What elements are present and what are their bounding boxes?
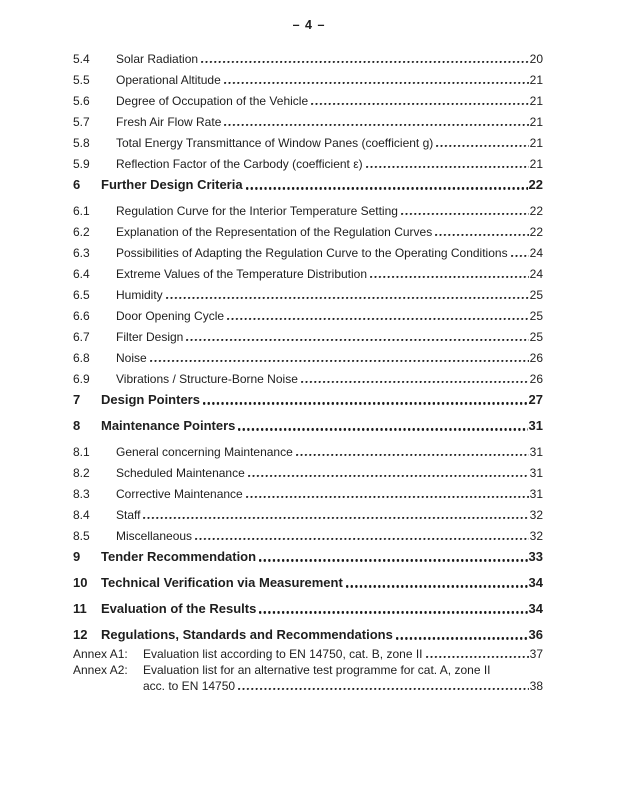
toc-entry-body xyxy=(116,371,543,387)
dot-leader xyxy=(436,135,528,151)
toc-entry-title: Total Energy Transmittance of Window Panes (coefficient g) xyxy=(116,136,434,150)
toc-entry-page: 31 xyxy=(529,466,543,480)
toc-entry-number: 7 xyxy=(73,392,81,407)
toc-entry-body xyxy=(101,418,543,434)
toc-entry xyxy=(73,549,543,565)
toc-entry-number: 6.8 xyxy=(73,351,90,365)
toc-entry-title: Regulations, Standards and Recommendations xyxy=(101,627,393,642)
toc-entry-body xyxy=(116,465,543,481)
toc-entry-page: 24 xyxy=(529,267,543,281)
dot-leader xyxy=(426,646,529,662)
toc-entry-title: Degree of Occupation of the Vehicle xyxy=(116,94,309,108)
toc-entry-line xyxy=(116,528,543,544)
toc-entry-page: 31 xyxy=(528,418,543,433)
toc-entry-number: 12 xyxy=(73,627,88,642)
toc-entry-title: Design Pointers xyxy=(101,392,200,407)
toc-entry-page: 21 xyxy=(529,73,543,87)
toc-entry-line xyxy=(116,350,543,366)
dot-leader xyxy=(150,350,529,366)
toc-entry-page: 20 xyxy=(529,52,543,66)
toc-entry-line xyxy=(116,486,543,502)
toc-entry-line xyxy=(116,465,543,481)
toc-entry-body xyxy=(116,350,543,366)
toc-entry-page: 26 xyxy=(529,372,543,386)
toc-entry-title: Fresh Air Flow Rate xyxy=(116,115,222,129)
toc-entry-number: 6.4 xyxy=(73,267,90,281)
toc-entry xyxy=(73,465,543,481)
toc-entry-title: Evaluation list for an alternative test programme for cat. A, zone II xyxy=(143,663,491,677)
toc-entry-body xyxy=(116,224,543,240)
toc-entry-title: Noise xyxy=(116,351,147,365)
toc-entry xyxy=(73,329,543,345)
toc-entry-number: 8.1 xyxy=(73,445,90,459)
toc-entry-line xyxy=(101,418,543,434)
toc-entry xyxy=(73,114,543,130)
dot-leader xyxy=(238,678,529,694)
toc-entry-title: Operational Altitude xyxy=(116,73,221,87)
toc-entry xyxy=(73,224,543,240)
toc-entry-number: 5.6 xyxy=(73,94,90,108)
toc-entry-line xyxy=(116,308,543,324)
toc-entry xyxy=(73,601,543,617)
dot-leader xyxy=(186,329,528,345)
toc-entry-page: 25 xyxy=(529,330,543,344)
toc-entry xyxy=(73,93,543,109)
toc-entry-page: 21 xyxy=(529,94,543,108)
toc-entry-title: Regulation Curve for the Interior Temperature Setting xyxy=(116,204,398,218)
toc-entry-title: Extreme Values of the Temperature Distribution xyxy=(116,267,368,281)
toc-entry-line xyxy=(116,245,543,261)
toc-entry-page: 22 xyxy=(528,177,543,192)
toc-entry-line xyxy=(116,266,543,282)
toc-entry xyxy=(73,203,543,219)
dot-leader xyxy=(143,507,528,523)
toc-entry xyxy=(73,575,543,591)
toc-entry xyxy=(73,444,543,460)
toc-entry-title: Reflection Factor of the Carbody (coefficient ε) xyxy=(116,157,363,171)
toc-entry-title: Staff xyxy=(116,508,141,522)
toc-entry-line xyxy=(116,444,543,460)
toc-entry xyxy=(73,486,543,502)
toc-entry-number: 6.7 xyxy=(73,330,90,344)
toc-entry-page: 25 xyxy=(529,288,543,302)
dot-leader xyxy=(259,601,527,617)
toc-entry-body xyxy=(116,135,543,151)
toc-entry-body xyxy=(116,266,543,282)
toc-entry-body xyxy=(143,646,543,662)
toc-entry xyxy=(73,177,543,193)
toc-entry-line xyxy=(101,627,543,643)
toc-entry-body xyxy=(143,662,543,694)
toc-entry-body xyxy=(116,114,543,130)
dot-leader xyxy=(195,528,529,544)
toc-entry-body xyxy=(116,486,543,502)
toc-entry-page: 38 xyxy=(529,679,543,693)
toc-entry-body xyxy=(116,93,543,109)
toc-entry-page: 31 xyxy=(529,487,543,501)
toc-entry-page: 22 xyxy=(529,225,543,239)
toc-entry-title: Further Design Criteria xyxy=(101,177,243,192)
toc-entry-title: Technical Verification via Measurement xyxy=(101,575,343,590)
toc-entry xyxy=(73,308,543,324)
dot-leader xyxy=(259,549,527,565)
toc-entry-number: 6.2 xyxy=(73,225,90,239)
toc-entry-page: 27 xyxy=(528,392,543,407)
toc-entry xyxy=(73,662,543,694)
toc-entry-line xyxy=(101,601,543,617)
toc-entry-body xyxy=(116,72,543,88)
toc-entry-body xyxy=(101,575,543,591)
toc-entry-number: 6.3 xyxy=(73,246,90,260)
toc-entry-body xyxy=(116,51,543,67)
toc-entry-body xyxy=(116,245,543,261)
dot-leader xyxy=(301,371,529,387)
toc-entry-page: 32 xyxy=(529,529,543,543)
toc-entry xyxy=(73,371,543,387)
toc-entry-line xyxy=(116,51,543,67)
dot-leader xyxy=(401,203,529,219)
toc-entry-number: Annex A1: xyxy=(73,647,128,661)
table-of-contents xyxy=(73,33,543,694)
toc-entry-number: 5.7 xyxy=(73,115,90,129)
dot-leader xyxy=(311,93,529,109)
toc-entry xyxy=(73,507,543,523)
toc-entry-page: 36 xyxy=(528,627,543,642)
toc-entry-title: Humidity xyxy=(116,288,163,302)
toc-entry-line xyxy=(101,549,543,565)
dot-leader xyxy=(366,156,529,172)
toc-entry-title: Solar Radiation xyxy=(116,52,199,66)
toc-entry-body xyxy=(116,203,543,219)
toc-entry-number: 11 xyxy=(73,601,87,616)
toc-entry xyxy=(73,287,543,303)
toc-entry-title: Door Opening Cycle xyxy=(116,309,225,323)
toc-entry xyxy=(73,266,543,282)
toc-entry-title: Evaluation of the Results xyxy=(101,601,257,616)
toc-entry-body xyxy=(101,177,543,193)
toc-entry-page: 37 xyxy=(529,647,543,661)
toc-entry-number: 5.8 xyxy=(73,136,90,150)
toc-entry-line xyxy=(143,662,543,678)
dot-leader xyxy=(201,51,529,67)
dot-leader xyxy=(166,287,529,303)
toc-entry-number: 8.5 xyxy=(73,529,90,543)
toc-entry-number: 6.6 xyxy=(73,309,90,323)
toc-entry-title: General concerning Maintenance xyxy=(116,445,293,459)
toc-entry-title-continued: acc. to EN 14750 xyxy=(143,679,236,693)
toc-entry-page: 25 xyxy=(529,309,543,323)
toc-entry-title: Maintenance Pointers xyxy=(101,418,236,433)
toc-entry-body xyxy=(101,392,543,408)
toc-entry-body xyxy=(101,601,543,617)
dot-leader xyxy=(227,308,529,324)
dot-leader xyxy=(511,245,529,261)
toc-entry-title: Filter Design xyxy=(116,330,184,344)
toc-entry-page: 24 xyxy=(529,246,543,260)
toc-entry-number: 8.2 xyxy=(73,466,90,480)
dot-leader xyxy=(238,418,527,434)
dot-leader xyxy=(224,72,529,88)
toc-entry-line xyxy=(116,156,543,172)
toc-entry-page: 22 xyxy=(529,204,543,218)
toc-entry-line xyxy=(116,72,543,88)
toc-entry-number: 5.5 xyxy=(73,73,90,87)
toc-entry-title: Vibrations / Structure-Borne Noise xyxy=(116,372,298,386)
toc-entry-number: 5.9 xyxy=(73,157,90,171)
toc-entry-line xyxy=(116,507,543,523)
toc-entry-page: 21 xyxy=(529,115,543,129)
toc-entry xyxy=(73,418,543,434)
toc-entry xyxy=(73,51,543,67)
page-number-header: – 4 – xyxy=(292,18,326,32)
toc-entry-page: 34 xyxy=(528,575,543,590)
toc-entry-line xyxy=(101,575,543,591)
toc-entry-number: 5.4 xyxy=(73,52,90,66)
toc-entry-line xyxy=(116,287,543,303)
toc-entry-number: 6 xyxy=(73,177,81,192)
toc-entry-line xyxy=(116,203,543,219)
toc-entry xyxy=(73,350,543,366)
toc-entry-line xyxy=(143,678,543,694)
toc-entry-number: 6.5 xyxy=(73,288,90,302)
dot-leader xyxy=(296,444,529,460)
toc-entry-line xyxy=(101,177,543,193)
dot-leader xyxy=(224,114,528,130)
dot-leader xyxy=(396,627,528,643)
toc-entry-number: 6.9 xyxy=(73,372,90,386)
toc-entry-number: 9 xyxy=(73,549,81,564)
toc-entry-line xyxy=(116,371,543,387)
toc-entry-title: Possibilities of Adapting the Regulation Curve to the Operating Conditions xyxy=(116,246,508,260)
toc-entry-body xyxy=(116,156,543,172)
toc-entry-line xyxy=(116,224,543,240)
toc-entry-body xyxy=(116,308,543,324)
dot-leader xyxy=(370,266,529,282)
toc-entry xyxy=(73,627,543,643)
toc-entry-body xyxy=(116,444,543,460)
toc-entry-body xyxy=(116,507,543,523)
dot-leader xyxy=(248,465,529,481)
toc-entry-number: 8.3 xyxy=(73,487,90,501)
toc-entry xyxy=(73,245,543,261)
toc-entry-title: Tender Recommendation xyxy=(101,549,257,564)
toc-entry-page: 33 xyxy=(528,549,543,564)
toc-entry-number: 10 xyxy=(73,575,88,590)
toc-entry-page: 26 xyxy=(529,351,543,365)
toc-entry-title: Miscellaneous xyxy=(116,529,193,543)
dot-leader xyxy=(203,392,528,408)
toc-entry-number: 8.4 xyxy=(73,508,90,522)
dot-leader xyxy=(435,224,528,240)
toc-entry-title: Scheduled Maintenance xyxy=(116,466,245,480)
toc-entry-line xyxy=(116,114,543,130)
toc-entry-body xyxy=(116,329,543,345)
toc-entry-page: 34 xyxy=(528,601,543,616)
toc-entry-line xyxy=(101,392,543,408)
toc-entry-title: Evaluation list according to EN 14750, cat. B, zone II xyxy=(143,647,423,661)
toc-entry-title: Corrective Maintenance xyxy=(116,487,243,501)
toc-entry-line xyxy=(116,135,543,151)
toc-entry-body xyxy=(116,287,543,303)
toc-entry-number: 8 xyxy=(73,418,81,433)
toc-entry-body xyxy=(101,549,543,565)
toc-entry xyxy=(73,135,543,151)
toc-entry xyxy=(73,72,543,88)
toc-entry-title: Explanation of the Representation of the Regulation Curves xyxy=(116,225,433,239)
dot-leader xyxy=(246,486,529,502)
toc-entry-body xyxy=(101,627,543,643)
dot-leader xyxy=(346,575,528,591)
toc-entry-line xyxy=(116,93,543,109)
toc-entry-page: 21 xyxy=(529,157,543,171)
toc-entry-number: Annex A2: xyxy=(73,663,128,677)
toc-entry xyxy=(73,528,543,544)
toc-entry-line xyxy=(143,646,543,662)
toc-entry-number: 6.1 xyxy=(73,204,90,218)
toc-entry-page: 32 xyxy=(529,508,543,522)
toc-entry-line xyxy=(116,329,543,345)
dot-leader xyxy=(246,177,528,193)
toc-entry xyxy=(73,392,543,408)
toc-entry-page: 21 xyxy=(529,136,543,150)
toc-entry xyxy=(73,646,543,662)
toc-entry xyxy=(73,156,543,172)
toc-entry-page: 31 xyxy=(529,445,543,459)
toc-entry-body xyxy=(116,528,543,544)
